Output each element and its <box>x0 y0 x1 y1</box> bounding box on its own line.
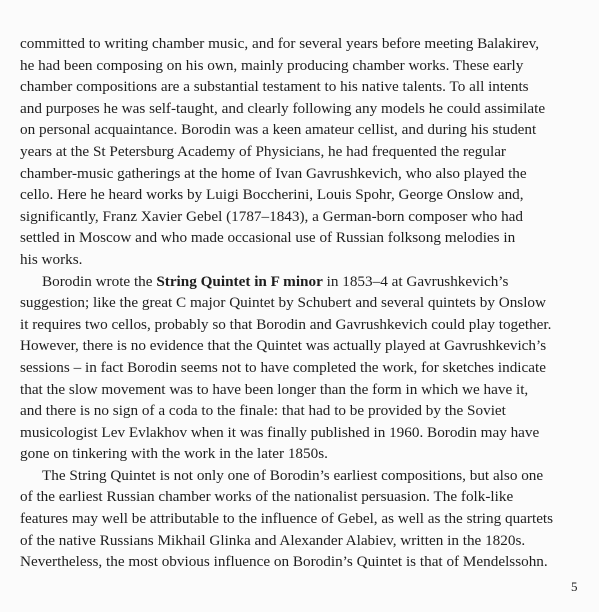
text-run: in 1853–4 at Gavrushkevich’s <box>322 272 509 290</box>
text-run: Nevertheless, the most obvious influence on Borodin’s Quintet is that of Mendelssohn. <box>20 553 548 571</box>
text-line <box>20 530 582 552</box>
text-line <box>20 335 582 357</box>
text-run: and purposes he was self-taught, and clearly following any models he could assimilate <box>20 99 546 117</box>
text-run: of the earliest Russian chamber works of the nationalist persuasion. The folk-like <box>20 488 514 506</box>
text-line <box>20 508 582 530</box>
work-title: String Quintet in F minor <box>156 272 323 290</box>
text-line <box>20 141 582 163</box>
text-run: suggestion; like the great C major Quintet by Schubert and several quintets by Onslow <box>20 294 546 312</box>
text-line <box>20 98 582 120</box>
text-line <box>20 184 582 206</box>
text-line <box>20 227 582 249</box>
page-body <box>20 33 582 573</box>
text-run: and there is no sign of a coda to the finale: that had to be provided by the Soviet <box>20 402 506 420</box>
page-number: 5 <box>571 579 578 594</box>
text-line <box>20 357 582 379</box>
text-line <box>20 314 582 336</box>
text-run: years at the St Petersburg Academy of Physicians, he had frequented the regular <box>20 142 506 160</box>
text-run: chamber compositions are a substantial testament to his native talents. To all intents <box>20 78 529 96</box>
text-run: cello. Here he heard works by Luigi Boccherini, Louis Spohr, George Onslow and, <box>20 186 524 204</box>
paragraph-1 <box>20 33 582 271</box>
text-run: that the slow movement was to have been longer than the form in which we have it, <box>20 380 529 398</box>
paragraph-3 <box>20 465 582 573</box>
text-run: his works. <box>20 250 83 268</box>
text-run: committed to writing chamber music, and for several years before meeting Balakirev, <box>20 35 539 52</box>
text-line <box>20 551 582 573</box>
text-run: sessions – in fact Borodin seems not to have completed the work, for sketches indicate <box>20 358 546 376</box>
text-run: he had been composing on his own, mainly producing chamber works. These early <box>20 56 524 74</box>
text-run: musicologist Lev Evlakhov when it was finally published in 1960. Borodin may have <box>20 423 540 441</box>
text-line <box>20 443 582 465</box>
text-line <box>20 119 582 141</box>
text-run: However, there is no evidence that the Quintet was actually played at Gavrushkevich’s <box>20 337 547 355</box>
text-line <box>20 33 582 55</box>
text-line <box>20 163 582 185</box>
text-run: The String Quintet is not only one of Borodin’s earliest compositions, but also one <box>42 466 544 484</box>
text-line <box>20 206 582 228</box>
text-run: it requires two cellos, probably so that Borodin and Gavrushkevich could play together. <box>20 315 552 333</box>
text-line <box>20 486 582 508</box>
text-run: features may well be attributable to the influence of Gebel, as well as the string quartets <box>20 510 554 528</box>
text-line <box>20 55 582 77</box>
text-run: of the native Russians Mikhail Glinka and Alexander Alabiev, written in the 1820s. <box>20 531 526 549</box>
paragraph-2 <box>20 271 582 465</box>
text-line <box>20 292 582 314</box>
text-line <box>20 76 582 98</box>
text-line <box>20 379 582 401</box>
text-run: significantly, Franz Xavier Gebel (1787–1843), a German-born composer who had <box>20 207 524 225</box>
text-line <box>20 271 582 293</box>
text-run: gone on tinkering with the work in the later 1850s. <box>20 445 328 463</box>
text-run: Borodin wrote the <box>42 272 157 290</box>
text-line <box>20 422 582 444</box>
text-run: on personal acquaintance. Borodin was a keen amateur cellist, and during his student <box>20 121 537 139</box>
text-run: chamber-music gatherings at the home of Ivan Gavrushkevich, who also played the <box>20 164 527 182</box>
text-line <box>20 400 582 422</box>
text-run: settled in Moscow and who made occasional use of Russian folksong melodies in <box>20 229 516 247</box>
text-line <box>20 249 582 271</box>
text-line <box>20 465 582 487</box>
